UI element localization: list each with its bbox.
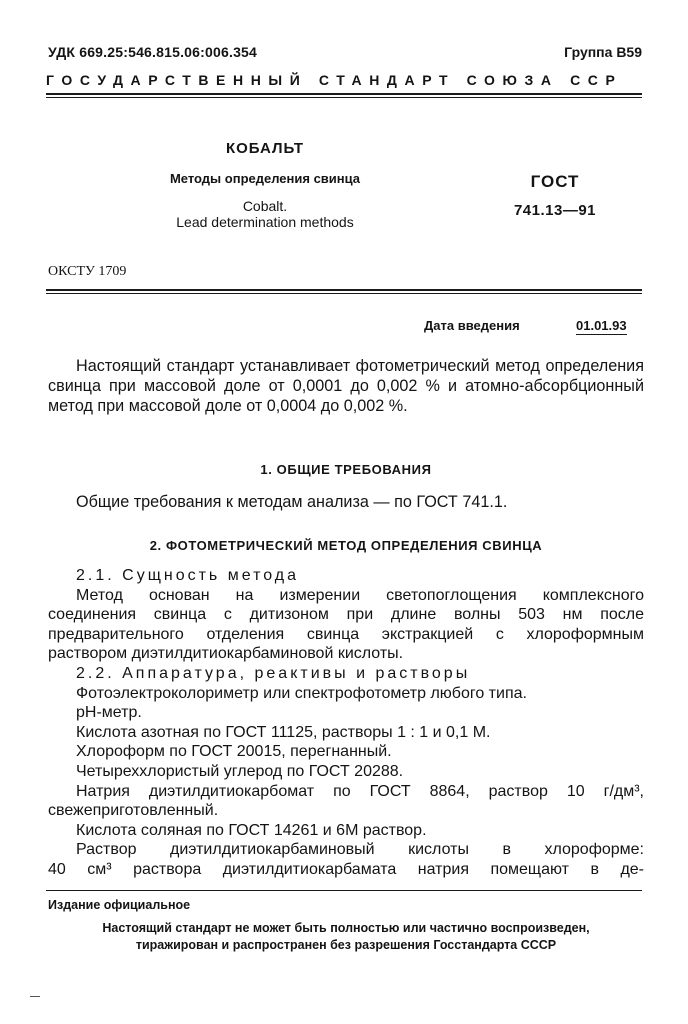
- okstu-code: ОКСТУ 1709: [48, 264, 127, 279]
- gost-label: ГОСТ: [530, 172, 580, 191]
- list-item: Раствор диэтилдитиокарбаминовый кислоты в хлороформе:: [76, 841, 644, 859]
- intro-paragraph: Настоящий стандарт устанавливает фотометрический метод определения свинца при массовой доле от 0,0001 до 0,002 % и атомно-абсорбционный метод при массовой доле от 0,0004 до 0,002 %.: [48, 357, 644, 415]
- udk-code: УДК 669.25:546.815.06:006.354: [48, 44, 258, 60]
- list-item: Кислота соляная по ГОСТ 14261 и 6М раствор.: [76, 821, 427, 839]
- page-mark: [30, 996, 40, 997]
- document-title: КОБАЛЬТ: [225, 140, 304, 157]
- intro-date-label: Дата введения: [424, 318, 520, 333]
- english-title-line: Lead determination methods: [176, 214, 354, 230]
- intro-date-value: 01.01.93: [576, 318, 627, 333]
- list-item: рН-метр.: [76, 704, 142, 722]
- classification-group: Группа В59: [564, 44, 642, 60]
- english-title-line: Cobalt.: [242, 198, 288, 214]
- section-2-heading: 2. ФОТОМЕТРИЧЕСКИЙ МЕТОД ОПРЕДЕЛЕНИЯ СВИНЦА: [149, 538, 543, 553]
- text-line: свежеприготовленный.: [48, 802, 219, 820]
- header-rule-thick: [46, 93, 642, 95]
- english-title: [140, 198, 390, 230]
- list-item: Четыреххлористый углерод по ГОСТ 20288.: [76, 762, 404, 780]
- text-line: предварительного отделения свинца экстракцией с хлороформным: [48, 625, 644, 643]
- list-item: Хлороформ по ГОСТ 20015, перегнанный.: [76, 743, 392, 761]
- section-2-body: [48, 566, 644, 880]
- title-block: [140, 140, 390, 230]
- header-rule-thin: [46, 97, 642, 98]
- text-line: соединения свинца с дитизоном при длине волны 503 нм после: [48, 606, 644, 624]
- footer-rule: [46, 890, 642, 891]
- list-item: Фотоэлектроколориметр или спектрофотометр любого типа.: [76, 684, 527, 702]
- section-1-text: Общие требования к методам анализа — по ГОСТ 741.1.: [76, 493, 508, 511]
- gost-block: [490, 172, 620, 219]
- gost-number: 741.13—91: [513, 202, 597, 219]
- subsection-heading: 2.2. Аппаратура, реактивы и растворы: [76, 664, 471, 682]
- copyright-notice: [48, 920, 644, 954]
- text-line: раствором диэтилдитиокарбаминовой кислоты.: [48, 645, 404, 663]
- okstu-rule-thick: [46, 289, 642, 291]
- section-1-heading: 1. ОБЩИЕ ТРЕБОВАНИЯ: [260, 462, 432, 477]
- text-line: 40 см³ раствора диэтилдитиокарбамата натрия помещают в де-: [48, 860, 644, 878]
- notice-line: тиражирован и распространен без разрешения Госстандарта СССР: [135, 938, 557, 952]
- list-item: Натрия диэтилдитиокарбомат по ГОСТ 8864, раствор 10 г/дм³,: [76, 782, 644, 800]
- list-item: Кислота азотная по ГОСТ 11125, растворы 1 : 1 и 0,1 М.: [76, 723, 491, 741]
- document-subtitle: Методы определения свинца: [169, 171, 361, 186]
- text-line: Метод основан на измерении светопоглощения комплексного: [76, 586, 644, 604]
- standard-banner: ГОСУДАРСТВЕННЫЙ СТАНДАРТ СОЮЗА ССР: [46, 72, 623, 88]
- okstu-rule-thin: [46, 293, 642, 294]
- notice-line: Настоящий стандарт не может быть полностью или частично воспроизведен,: [102, 921, 590, 935]
- subsection-heading: 2.1. Сущность метода: [76, 567, 299, 584]
- official-edition-label: Издание официальное: [48, 898, 191, 912]
